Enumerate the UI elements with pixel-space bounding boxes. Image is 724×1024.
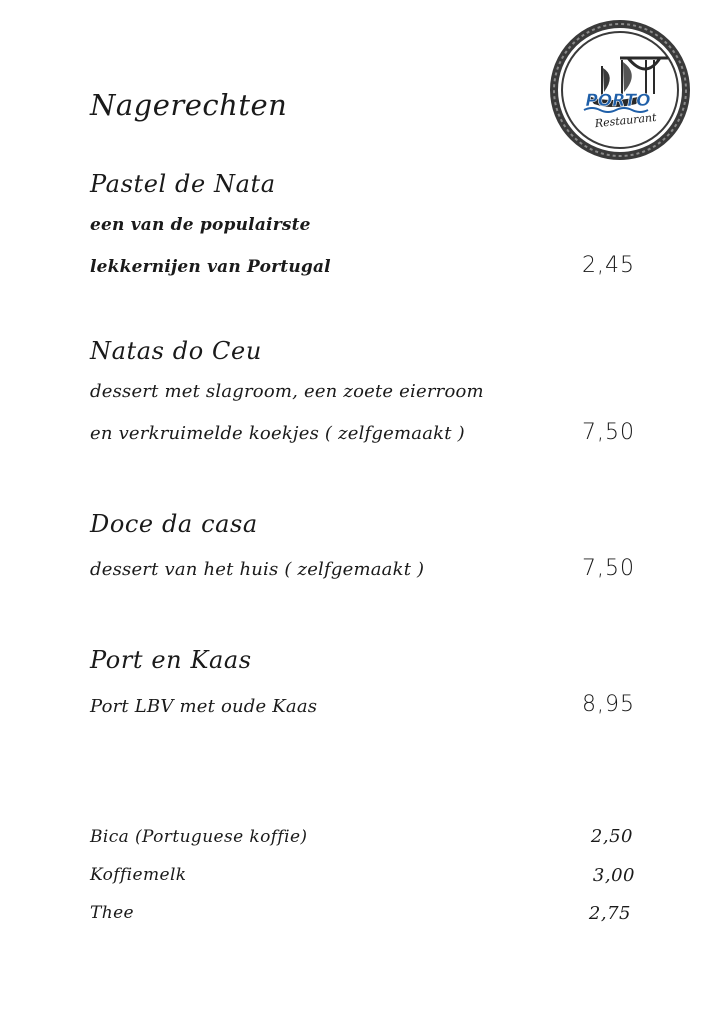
dish-price: 2,45	[582, 253, 635, 278]
logo-brand-text: PORTO	[585, 91, 651, 111]
drink-price: 2,50	[590, 826, 633, 847]
drink-price: 3,00	[592, 865, 635, 886]
dish-name: Doce da casa	[90, 510, 258, 538]
porto-logo-emblem	[550, 20, 690, 160]
page-title: Nagerechten	[90, 88, 288, 122]
dish-price: 7,50	[582, 556, 635, 581]
dish-description: en verkruimelde koekjes ( zelfgemaakt )	[90, 423, 465, 444]
dish-description: Port LBV met oude Kaas	[90, 696, 318, 717]
dish-name: Port en Kaas	[90, 646, 252, 674]
dish-name: Natas do Ceu	[90, 337, 262, 365]
dish-description: lekkernijen van Portugal	[90, 257, 331, 277]
drink-name: Koffiemelk	[90, 865, 187, 885]
dish-description: dessert met slagroom, een zoete eierroom	[90, 381, 484, 402]
restaurant-logo	[550, 20, 690, 160]
dish-name: Pastel de Nata	[90, 170, 276, 198]
logo-subtitle-text: Restaurant	[594, 110, 658, 131]
dish-price: 7,50	[582, 420, 635, 445]
drink-name: Thee	[90, 903, 135, 923]
dish-description: dessert van het huis ( zelfgemaakt )	[90, 559, 425, 580]
drink-name: Bica (Portuguese koffie)	[90, 827, 308, 847]
dish-price: 8,95	[582, 692, 635, 717]
dish-description: een van de populairste	[90, 215, 311, 235]
drink-price: 2,75	[588, 903, 631, 924]
